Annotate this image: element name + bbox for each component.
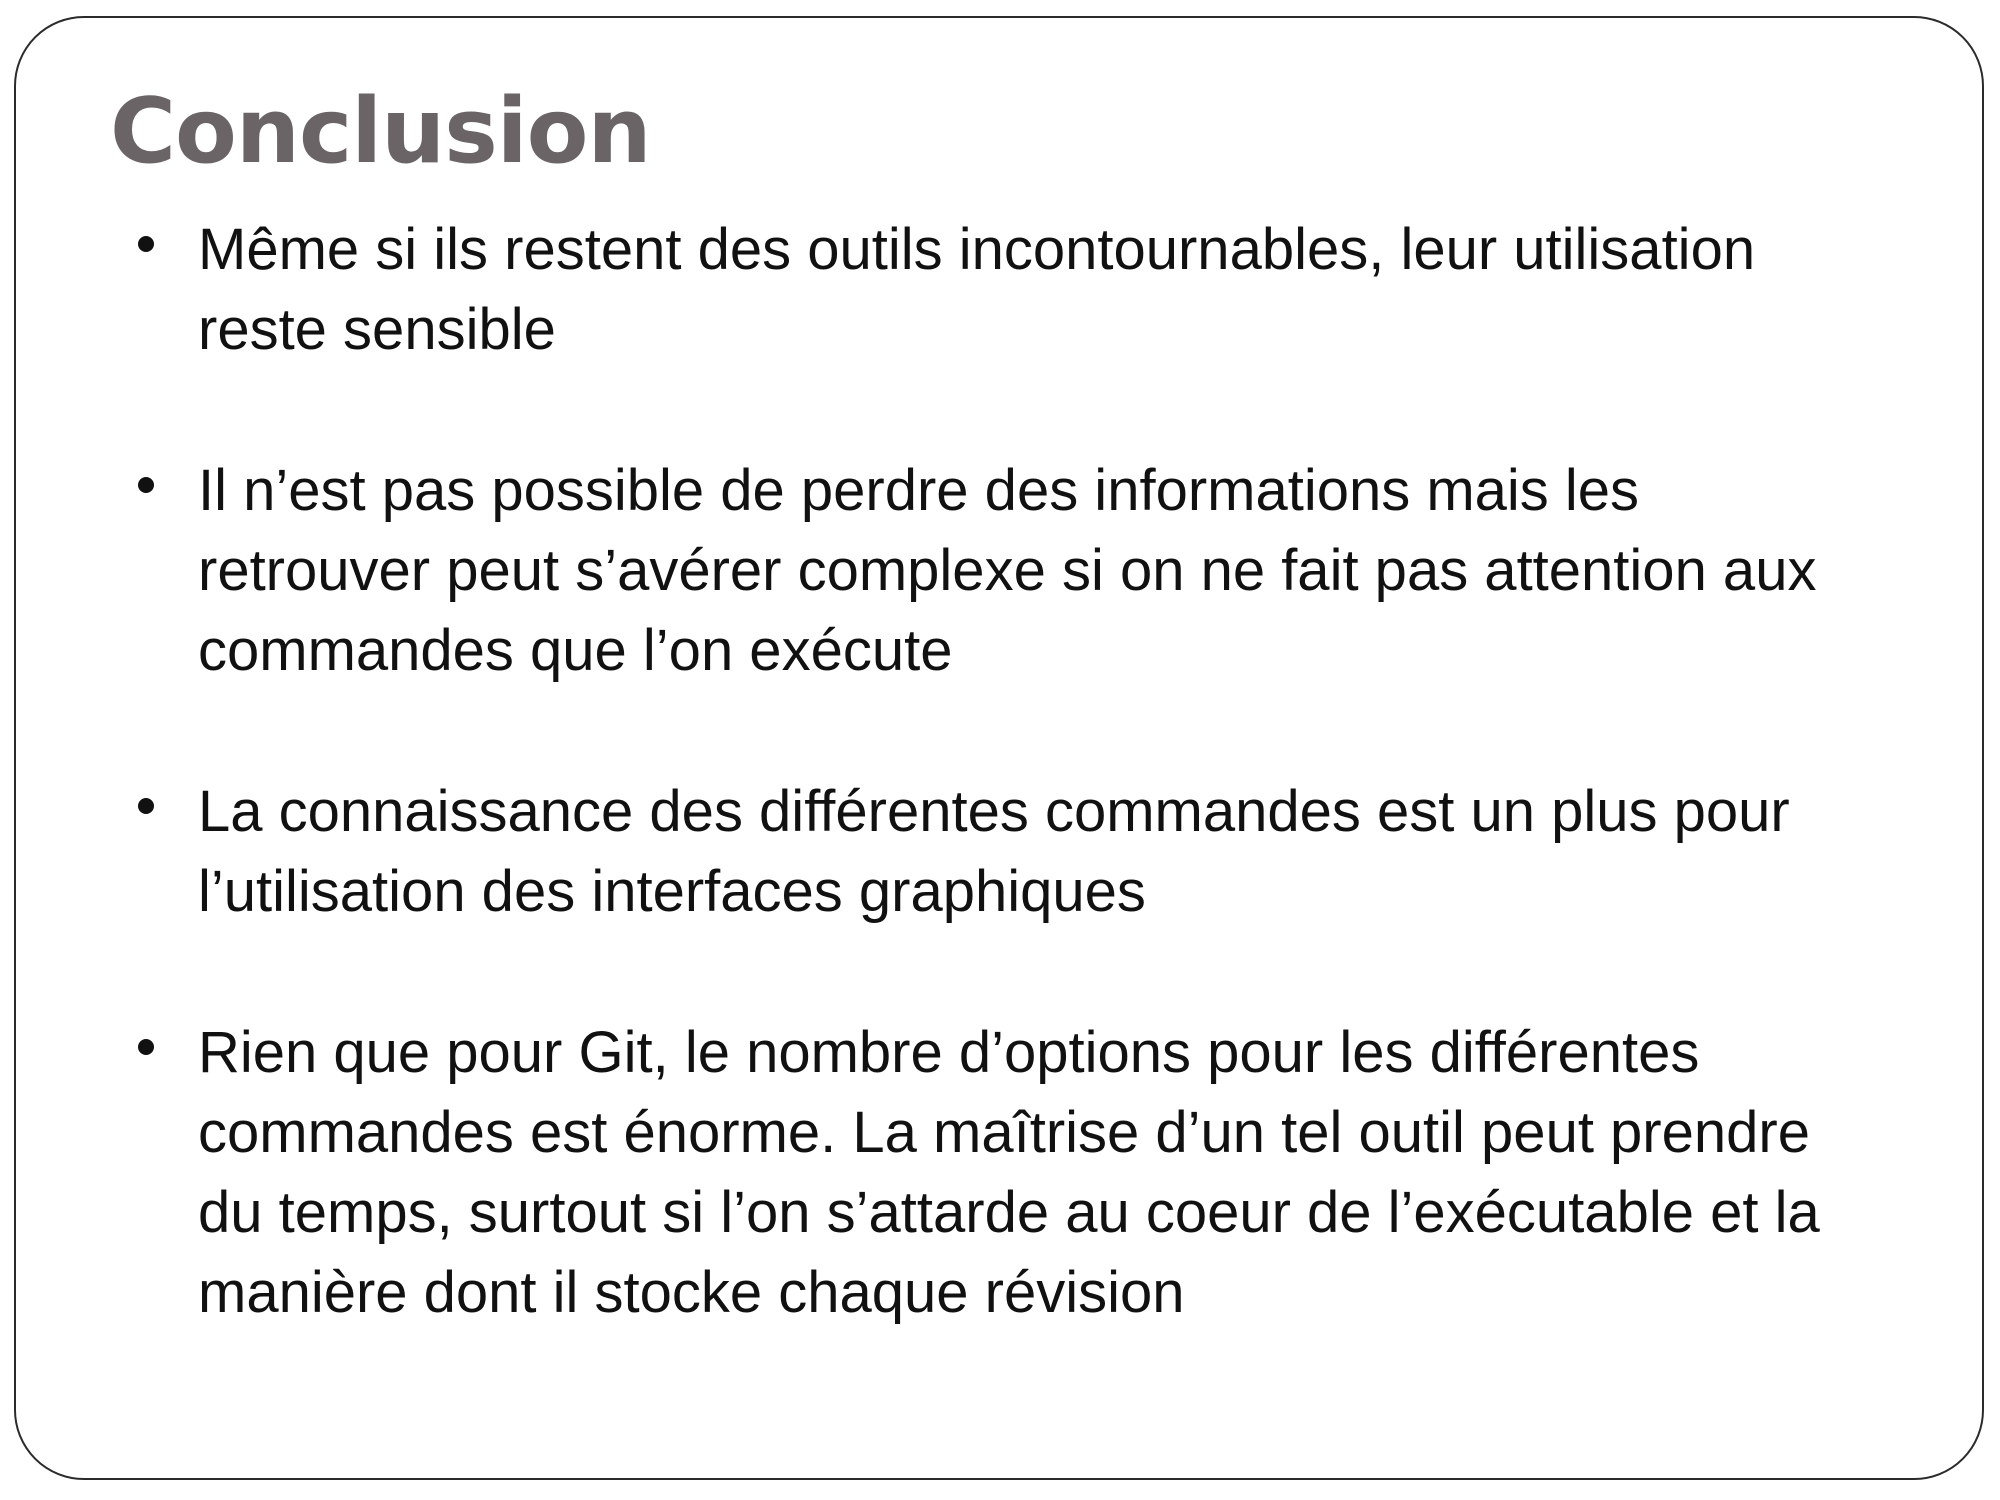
bullet-item <box>132 451 1932 691</box>
bullet-item <box>132 210 1932 370</box>
bullet-text-line: reste sensible <box>198 297 556 362</box>
bullet-text-line: commandes que l’on exécute <box>198 618 953 683</box>
bullet-dot-icon <box>138 1039 154 1055</box>
bullet-text-line: du temps, surtout si l’on s’attarde au coeur de l’exécutable et la <box>198 1180 1820 1245</box>
bullet-text-line: La connaissance des différentes commandes est un plus pour <box>198 779 1790 844</box>
bullet-text-line: retrouver peut s’avérer complexe si on ne fait pas attention aux <box>198 538 1817 603</box>
bullet-item <box>132 1013 1932 1333</box>
bullet-text-line: l’utilisation des interfaces graphiques <box>198 859 1146 924</box>
bullet-list <box>132 210 1932 1333</box>
bullet-text-line: Même si ils restent des outils incontournables, leur utilisation <box>198 217 1756 282</box>
bullet-dot-icon <box>138 236 154 252</box>
slide-title: Conclusion <box>110 79 651 184</box>
bullet-text-line: Rien que pour Git, le nombre d’options pour les différentes <box>198 1020 1700 1085</box>
bullet-text-line: manière dont il stocke chaque révision <box>198 1260 1185 1325</box>
bullet-dot-icon <box>138 477 154 493</box>
bullet-dot-icon <box>138 798 154 814</box>
bullet-text-line: commandes est énorme. La maîtrise d’un tel outil peut prendre <box>198 1100 1810 1165</box>
bullet-item <box>132 772 1932 932</box>
bullet-text-line: Il n’est pas possible de perdre des informations mais les <box>198 458 1640 523</box>
